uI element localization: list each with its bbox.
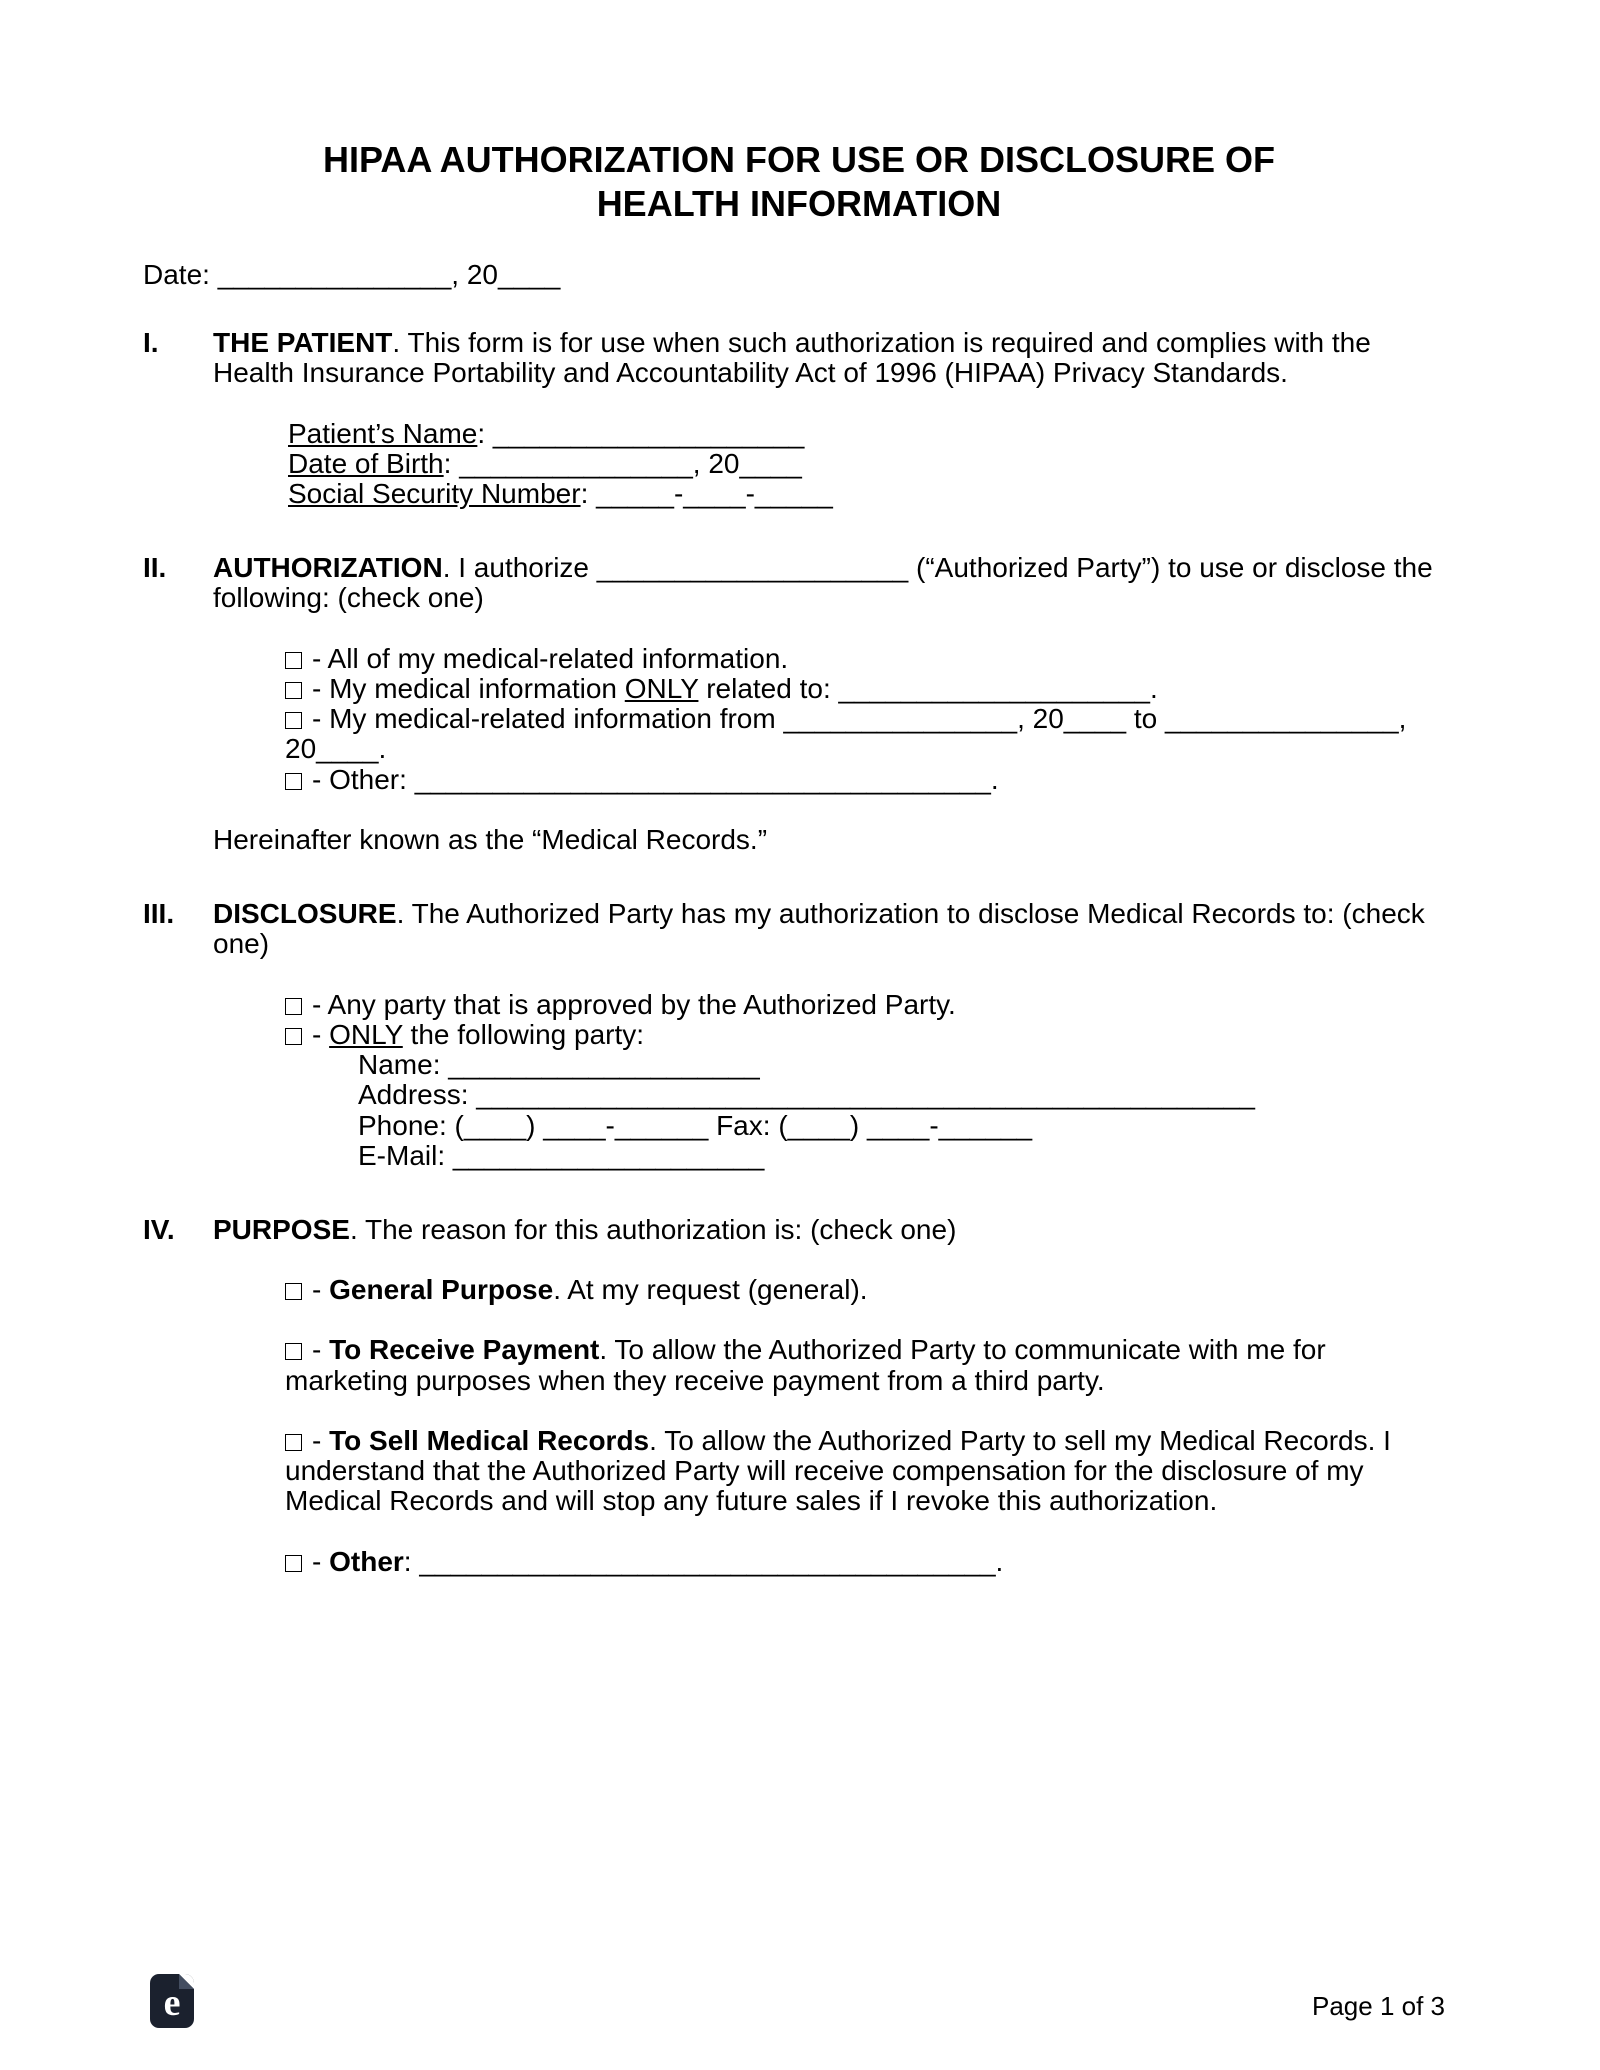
party-phone-fax-line bbox=[358, 1111, 1455, 1141]
party-email-blank[interactable]: ____________________ bbox=[452, 1139, 765, 1171]
ssn-line bbox=[288, 479, 1455, 509]
option-date-range-info bbox=[285, 704, 1455, 764]
option-date-range-year2-prefix: , 20 bbox=[285, 703, 1407, 765]
party-name-blank[interactable]: ____________________ bbox=[448, 1049, 760, 1081]
ssn-label: Social Security Number bbox=[288, 477, 581, 509]
option-other-purpose-separator: : bbox=[403, 1545, 420, 1577]
date-label: Date: bbox=[143, 258, 218, 290]
date-of-birth-year-blank[interactable]: ____ bbox=[739, 447, 802, 479]
section-1-intro-text: . This form is for use when such authorization is required and complies with the Health Insurance Portability and Accountability Act of 1996 (HIPAA) Privacy Standards. bbox=[213, 327, 1371, 389]
section-3-intro-text: . The Authorized Party has my authorization to disclose Medical Records to: (check one) bbox=[213, 898, 1425, 960]
date-of-birth-year-prefix: , 20 bbox=[692, 447, 740, 479]
section-4-heading: PURPOSE bbox=[213, 1213, 350, 1245]
patient-name-label: Patient’s Name bbox=[288, 417, 478, 449]
option-only-party-only-word: ONLY bbox=[329, 1018, 403, 1050]
option-sell-medical-records-prefix: - bbox=[312, 1424, 330, 1456]
form-title bbox=[143, 138, 1455, 226]
option-receive-payment-label: To Receive Payment bbox=[329, 1334, 600, 1366]
option-only-related-period: . bbox=[1149, 672, 1158, 704]
option-sell-medical-records-label: To Sell Medical Records bbox=[329, 1424, 650, 1456]
option-date-range-period: . bbox=[378, 733, 387, 765]
section-2-numeral: II. bbox=[143, 552, 167, 584]
date-year-blank[interactable]: ____ bbox=[498, 258, 561, 290]
section-2-intro-pre: . I authorize bbox=[442, 552, 597, 584]
option-receive-payment-prefix: - bbox=[312, 1334, 330, 1366]
option-other-purpose-period: . bbox=[995, 1545, 1004, 1577]
checkbox-icon[interactable] bbox=[285, 1028, 302, 1045]
party-address-line bbox=[358, 1080, 1455, 1110]
patient-name-separator: : bbox=[477, 417, 493, 449]
party-phone-blank[interactable]: (____) ____-______ bbox=[454, 1109, 709, 1141]
eforms-logo bbox=[150, 1974, 194, 2028]
section-4-numeral: IV. bbox=[143, 1213, 175, 1245]
option-other-authorization bbox=[285, 765, 1455, 795]
section-1-the-patient bbox=[143, 328, 1455, 509]
section-4-intro-text: . The reason for this authorization is: (check one) bbox=[349, 1213, 957, 1245]
disclosure-options bbox=[213, 990, 1455, 1171]
option-other-blank[interactable]: _____________________________________ bbox=[414, 763, 991, 795]
checkbox-icon[interactable] bbox=[285, 998, 302, 1015]
ssn-separator: : bbox=[580, 477, 597, 509]
checkbox-icon[interactable] bbox=[285, 1343, 302, 1360]
party-email-label: E-Mail: bbox=[358, 1139, 453, 1171]
party-fax-label: Fax: bbox=[708, 1109, 779, 1141]
date-blank[interactable]: _______________ bbox=[217, 258, 452, 290]
date-of-birth-separator: : bbox=[443, 447, 460, 479]
option-general-purpose-prefix: - bbox=[312, 1274, 330, 1306]
section-1-heading: THE PATIENT bbox=[213, 327, 393, 359]
section-3-body bbox=[213, 899, 1455, 1171]
section-4-intro bbox=[213, 1215, 1455, 1245]
option-any-party-text: - Any party that is approved by the Authorized Party. bbox=[312, 988, 956, 1020]
option-date-range-year1-blank[interactable]: ____ bbox=[1063, 703, 1127, 735]
party-address-blank[interactable]: __________________________________________________ bbox=[476, 1079, 1255, 1111]
date-of-birth-blank[interactable]: _______________ bbox=[459, 447, 693, 479]
section-1-numeral: I. bbox=[143, 327, 159, 359]
party-name-line bbox=[358, 1050, 1455, 1080]
section-3-intro bbox=[213, 899, 1455, 959]
authorization-options bbox=[213, 644, 1455, 795]
option-any-party bbox=[285, 990, 1455, 1020]
checkbox-icon[interactable] bbox=[285, 652, 302, 669]
option-sell-medical-records bbox=[285, 1426, 1455, 1517]
party-phone-label: Phone: bbox=[358, 1109, 455, 1141]
party-fax-blank[interactable]: (____) ____-______ bbox=[778, 1109, 1033, 1141]
purpose-options bbox=[213, 1275, 1455, 1577]
date-year-prefix: , 20 bbox=[451, 258, 498, 290]
form-title-line2: HEALTH INFORMATION bbox=[596, 182, 1002, 224]
option-only-related-blank[interactable]: ____________________ bbox=[838, 672, 1150, 704]
option-other-purpose-blank[interactable]: _____________________________________ bbox=[419, 1545, 996, 1577]
section-2-body bbox=[213, 553, 1455, 855]
patient-fields bbox=[213, 419, 1455, 510]
ssn-blank[interactable]: _____-____-_____ bbox=[596, 477, 833, 509]
option-all-medical-info-text: - All of my medical-related information. bbox=[312, 642, 789, 674]
hereinafter-note: Hereinafter known as the “Medical Records.” bbox=[213, 823, 768, 855]
option-other-purpose-label: Other bbox=[329, 1545, 404, 1577]
section-3-numeral: III. bbox=[143, 898, 175, 930]
section-3-disclosure bbox=[143, 899, 1455, 1171]
section-2-intro-post: (“Authorized Party”) to use or disclose the following: (check one) bbox=[213, 552, 1433, 614]
page-number: Page 1 of 3 bbox=[1312, 1990, 1445, 2021]
checkbox-icon[interactable] bbox=[285, 1434, 302, 1451]
option-general-purpose-text: . At my request (general). bbox=[553, 1274, 868, 1306]
option-general-purpose-label: General Purpose bbox=[329, 1274, 554, 1306]
date-of-birth-line bbox=[288, 449, 1455, 479]
party-details-fields bbox=[285, 1050, 1455, 1171]
authorized-party-blank[interactable]: ____________________ bbox=[596, 552, 909, 584]
party-email-line bbox=[358, 1141, 1455, 1171]
option-other-purpose-prefix: - bbox=[312, 1545, 330, 1577]
option-only-related-post: related to: bbox=[698, 672, 839, 704]
option-only-related-pre: - My medical information bbox=[312, 672, 625, 704]
option-receive-payment-text: . To allow the Authorized Party to communicate with me for marketing purposes when they receive payment from a third party. bbox=[285, 1334, 1326, 1396]
option-only-party-post: the following party: bbox=[402, 1018, 645, 1050]
option-general-purpose bbox=[285, 1275, 1455, 1305]
checkbox-icon[interactable] bbox=[285, 682, 302, 699]
option-only-party bbox=[285, 1020, 1455, 1050]
option-other-label: - Other: bbox=[312, 763, 415, 795]
checkbox-icon[interactable] bbox=[285, 773, 302, 790]
eforms-logo-letter: e bbox=[163, 1981, 181, 2024]
section-1-body bbox=[213, 328, 1455, 509]
section-4-purpose bbox=[143, 1215, 1455, 1577]
option-receive-payment bbox=[285, 1335, 1455, 1395]
option-only-related-only-word: ONLY bbox=[624, 672, 699, 704]
option-date-range-to-word: to bbox=[1126, 703, 1165, 735]
section-2-heading: AUTHORIZATION bbox=[213, 552, 443, 584]
option-date-range-year1-prefix: , 20 bbox=[1017, 703, 1064, 735]
form-title-line1: HIPAA AUTHORIZATION FOR USE OR DISCLOSURE OF bbox=[323, 139, 1275, 180]
option-date-range-to-blank[interactable]: _______________ bbox=[1165, 703, 1399, 735]
section-1-intro bbox=[213, 328, 1455, 388]
checkbox-icon[interactable] bbox=[285, 1283, 302, 1300]
option-other-purpose bbox=[285, 1547, 1455, 1577]
section-2-intro bbox=[213, 553, 1455, 613]
patient-name-blank[interactable]: ____________________ bbox=[492, 417, 805, 449]
option-only-party-pre: - bbox=[312, 1018, 330, 1050]
section-2-authorization bbox=[143, 553, 1455, 855]
option-date-range-from-blank[interactable]: _______________ bbox=[783, 703, 1018, 735]
option-date-range-year2-blank[interactable]: ____ bbox=[316, 733, 379, 765]
section-4-body bbox=[213, 1215, 1455, 1577]
patient-name-line bbox=[288, 419, 1455, 449]
option-date-range-pre: - My medical-related information from bbox=[312, 703, 784, 735]
party-name-label: Name: bbox=[358, 1049, 449, 1081]
option-only-related-info bbox=[285, 674, 1455, 704]
option-all-medical-info bbox=[285, 644, 1455, 674]
checkbox-icon[interactable] bbox=[285, 1555, 302, 1572]
option-other-period: . bbox=[990, 763, 999, 795]
option-sell-medical-records-text: . To allow the Authorized Party to sell my Medical Records. I understand that the Authorized Party will receive compensation for the disclosure of my Medical Records and will stop any future sales if I revoke this authorization. bbox=[285, 1424, 1391, 1517]
section-3-heading: DISCLOSURE bbox=[213, 898, 397, 930]
form-date-line bbox=[143, 260, 1455, 290]
date-of-birth-label: Date of Birth bbox=[288, 447, 444, 479]
party-address-label: Address: bbox=[358, 1079, 477, 1111]
checkbox-icon[interactable] bbox=[285, 712, 302, 729]
